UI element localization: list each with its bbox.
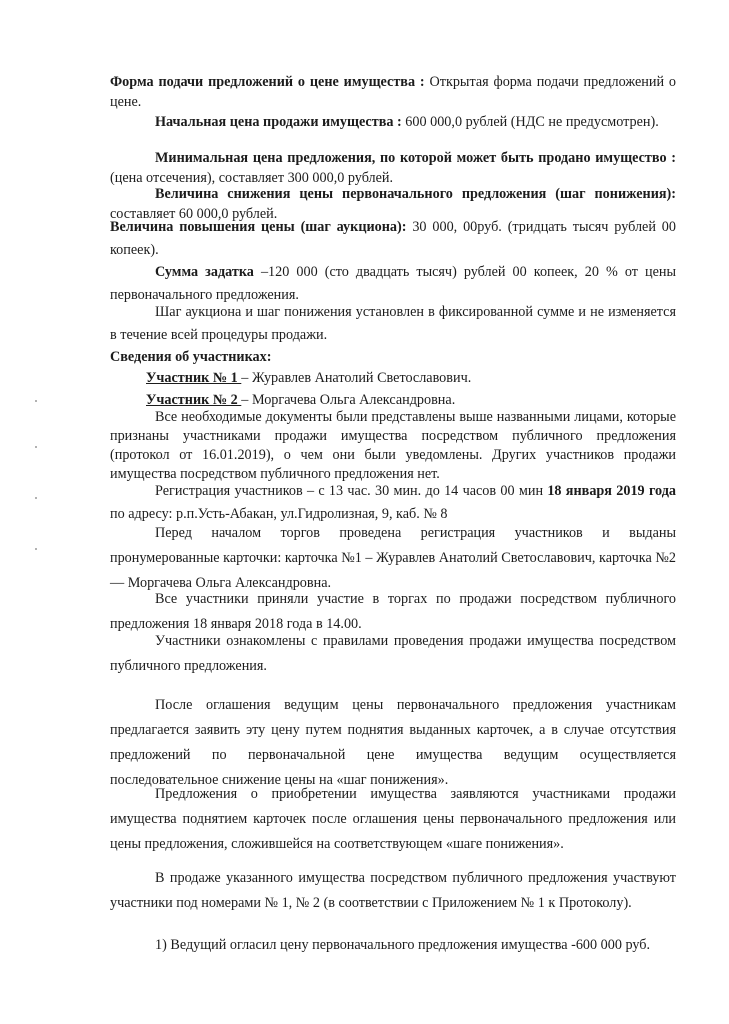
paragraph-fixed-steps (110, 301, 676, 347)
text-participants-numbers: В продаже указанного имущества посредством публичного предложения участвуют участники под номерами № 1, № 2 (в соответствии с Приложением № 1 к Протоколу). (110, 870, 676, 911)
text-rules: Участники ознакомлены с правилами проведения продажи имущества посредством публичного предложения. (110, 633, 676, 674)
label-participant-2: Участник № 2 (146, 392, 242, 408)
paragraph-participant-1 (110, 368, 676, 388)
paragraph-rules (110, 629, 676, 679)
text-form-of-bids: Открытая форма подачи предложений о цене. (110, 74, 676, 110)
paragraph-bids (110, 782, 676, 857)
paragraph-auction-step (110, 216, 676, 262)
paragraph-participants-heading (110, 347, 676, 367)
text-documents: Все необходимые документы были представлены выше названными лицами, которые признаны участниками продажи имущества посредством публичного предложения (протокол от 16.01.2019), о чем они были уведомлены. Других участников продажи имущества посредством публичного предложения нет. (110, 409, 676, 482)
scan-mark (35, 548, 37, 550)
text-registration-a: Регистрация участников – с 13 час. 30 мин. до 14 часов 00 мин (155, 483, 548, 499)
text-price-decrease-step: составляет 60 000,0 рублей. (110, 206, 278, 222)
label-initial-price: Начальная цена продажи имущества : (155, 114, 402, 130)
text-deposit: –120 000 (сто двадцать тысяч) рублей 00 копеек, 20 % от цены первоначального предложения. (110, 264, 677, 303)
text-registration-b: по адресу: р.п.Усть-Абакан, ул.Гидролизная, 9, каб. № 8 (110, 506, 448, 522)
text-participation: Все участники приняли участие в торгах по продажи посредством публичного предложения 18 января 2018 года в 14.00. (110, 591, 676, 632)
text-cards: Перед началом торгов проведена регистрация участников и выданы пронумерованные карточки: карточка №1 – Журавлев Анатолий Светославович, карточка №2 — Моргачева Ольга Александровна. (110, 525, 676, 591)
label-auction-step: Величина повышения цены (шаг аукциона): (110, 219, 407, 235)
text-procedure: После оглашения ведущим цены первоначального предложения участникам предлагается заявить эту цену путем поднятия выданных карточек, а в случае отсутствия предложений по первоначальной цене имущества ведущим осуществляется последовательное снижение цены на «шаг понижения». (110, 697, 676, 788)
text-initial-announcement: 1) Ведущий огласил цену первоначального предложения имущества -600 000 руб. (155, 937, 651, 953)
label-participant-1: Участник № 1 (146, 370, 242, 386)
scan-mark (35, 446, 37, 448)
paragraph-minimum-price (110, 148, 676, 188)
label-form-of-bids: Форма подачи предложений о цене имущества : (110, 74, 425, 90)
heading-participants: Сведения об участниках: (110, 349, 272, 365)
text-minimum-price: (цена отсечения), составляет 300 000,0 рублей. (110, 170, 394, 186)
paragraph-procedure (110, 693, 676, 793)
paragraph-initial-price (110, 112, 676, 132)
label-minimum-price: Минимальная цена предложения, по которой может быть продано имущество : (155, 150, 676, 166)
text-auction-step: 30 000, 00руб. (тридцать тысяч рублей 00 копеек). (110, 219, 676, 258)
text-initial-price: 600 000,0 рублей (НДС не предусмотрен). (401, 114, 659, 130)
text-participant-2: – Моргачева Ольга Александровна. (241, 392, 456, 408)
paragraph-participant-2 (110, 390, 676, 410)
text-participant-1: – Журавлев Анатолий Светославович. (241, 370, 472, 386)
paragraph-form-of-bids (110, 72, 676, 112)
paragraph-participants-numbers (110, 866, 676, 916)
paragraph-cards (110, 521, 676, 596)
scan-mark (35, 400, 37, 402)
text-bids: Предложения о приобретении имущества заявляются участниками продажи имущества поднятием карточек после оглашения цены первоначального предложения или цены предложения, сложившейся на соответствующем «шаге понижения». (110, 786, 676, 852)
text-registration-date: 18 января 2019 года (547, 483, 676, 499)
text-fixed-steps: Шаг аукциона и шаг понижения установлен в фиксированной сумме и не изменяется в течение всей процедуры продажи. (110, 304, 676, 343)
label-price-decrease-step: Величина снижения цены первоначального предложения (шаг понижения): (155, 186, 676, 202)
paragraph-registration (110, 480, 676, 526)
paragraph-initial-announcement (110, 935, 676, 955)
paragraph-documents (110, 408, 676, 484)
scan-mark (35, 497, 37, 499)
label-deposit: Сумма задатка (155, 264, 254, 280)
